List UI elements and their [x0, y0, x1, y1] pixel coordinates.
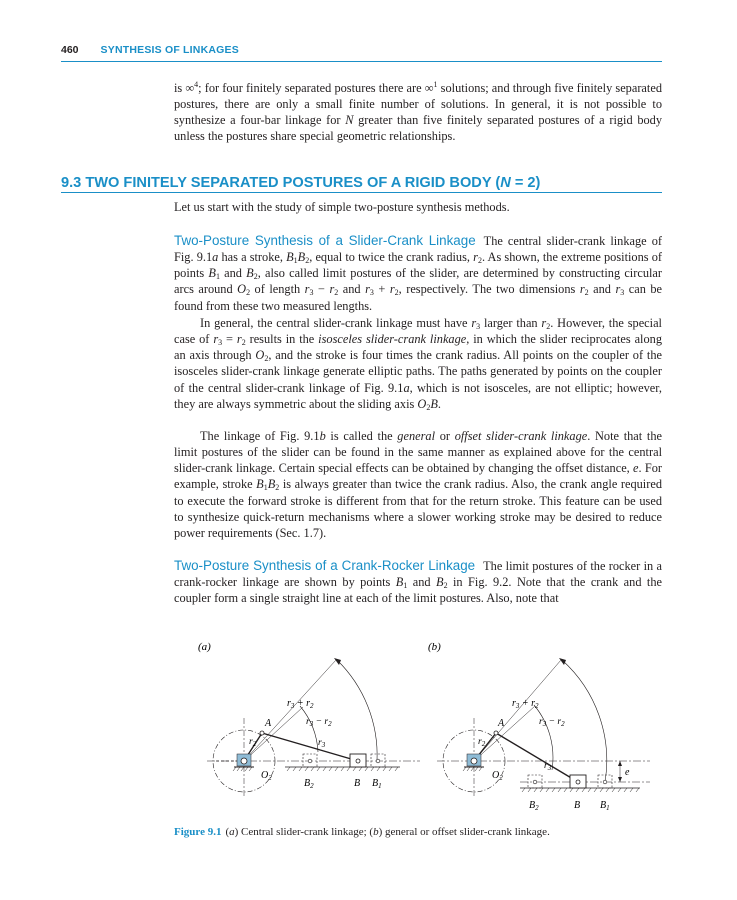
panel-a-label: (a)	[198, 641, 211, 653]
slider-crank-heading: Two-Posture Synthesis of a Slider-Crank Linkage	[174, 233, 476, 248]
panel-b-label: (b)	[428, 641, 441, 653]
label-B2-a: $B_2$	[304, 778, 314, 790]
label-e-b: e	[625, 767, 630, 778]
label-r2-a: $r_2$	[249, 737, 257, 748]
arc-r3-plus-r2-a	[337, 660, 377, 761]
label-A-b: A	[498, 718, 505, 729]
label-r3-minus-r2-a: $r_3 - r_2$	[306, 717, 332, 728]
label-r3-plus-r2-a: $r_3 + r_2$	[287, 698, 314, 710]
running-head	[61, 44, 239, 56]
figure-panel-a	[198, 641, 420, 798]
intro-paragraph: is ∞$^4$; for four finitely separated postures there are ∞$^1$ solutions; and through five finitely separated postures, there are only a small finite number of solutions. In general, it is not possible to synthesize a four-bar linkage for N greater than five finitely separated postures of a rigid body unless the postures share special geometric relationships.	[174, 80, 663, 144]
label-r3-plus-r2-b: $r_3 + r_2$	[512, 698, 539, 710]
crank-rocker-heading: Two-Posture Synthesis of a Crank-Rocker Linkage	[174, 558, 476, 573]
label-A-a: A	[265, 718, 272, 729]
label-B1-b: $B_1$	[600, 800, 610, 812]
label-B-b: B	[574, 800, 581, 811]
coupler-link-a	[262, 733, 358, 761]
figure-caption: Figure 9.1 (a) Central slider-crank linkage; (b) general or offset slider-crank linkage.	[174, 826, 550, 838]
slider-crank-paragraph-1: Two-Posture Synthesis of a Slider-Crank Linkage The central slider-crank linkage of Fig. 9.1a has a stroke, $B_1B_2$, equal to twice the crank radius, $r_2$. As shown, the extreme positions of points $B_1$ and $B_2$, also called limit postures of the slider, are determined by constructing circular arcs around $O_2$ of length $r_3 - r_2$ and $r_3 + r_2$, respectively. The two dimensions $r_2$ and $r_3$ can be found from these two measured lengths.	[174, 233, 663, 313]
crank-rocker-paragraph: Two-Posture Synthesis of a Crank-Rocker Linkage The limit postures of the rocker in a crank-rocker linkage are shown by points $B_1$ and $B_2$ in Fig. 9.2. Note that the crank and the coupler form a single straight line at each of the limit postures. Also, note that	[174, 558, 663, 606]
header-rule	[61, 61, 662, 62]
section-intro: Let us start with the study of simple two-posture synthesis methods.	[174, 200, 510, 214]
figure-9-1	[0, 630, 737, 825]
label-O2-a: $O_2$	[261, 770, 272, 782]
label-r3-minus-r2-b: $r_3 - r_2$	[539, 717, 565, 728]
label-O2-b: $O_2$	[492, 770, 503, 782]
page-number: 460	[61, 44, 79, 56]
ground-pivot-a	[233, 754, 254, 771]
ground-pivot-b	[463, 754, 484, 771]
slider-crank-paragraph-3: The linkage of Fig. 9.1b is called the general or offset slider-crank linkage. Note that the limit postures of the slider can be found in the same manner as explained above for the central slider-crank linkage. Certain special effects can be obtained by changing the offset distance, e. For example, stroke $B_1B_2$ is always greater than twice the crank radius. Also, the crank angle required to execute the forward stroke is different from that for the return stroke. This feature can be used to synthesize quick-return mechanisms where a slower working stroke may be desired to reduce power requirements (Sec. 1.7).	[174, 429, 663, 540]
arc-r3-plus-r2-b	[562, 660, 607, 782]
label-r3-a: $r_3$	[318, 738, 326, 749]
label-B1-a: $B_1$	[372, 778, 382, 790]
figure-panel-b	[428, 641, 650, 812]
slider-crank-paragraph-2: In general, the central slider-crank linkage must have $r_3$ larger than $r_2$. However, the special case of $r_3 = r_2$ results in the isosceles slider-crank linkage, in which the slider reciprocates along an axis through $O_2$, and the stroke is four times the crank radius. All points on the coupler of the isosceles slider-crank linkage generate elliptic paths. The paths generated by points on the coupler of the central slider-crank linkage of Fig. 9.1a, which is not isosceles, are not elliptic; however, they are always symmetric about the sliding axis $O_2B$.	[174, 316, 662, 412]
section-heading: 9.3 TWO FINITELY SEPARATED POSTURES OF A RIGID BODY (N = 2)	[61, 175, 662, 193]
chapter-title: SYNTHESIS OF LINKAGES	[100, 44, 239, 56]
label-r3-b: $r_3$	[544, 761, 552, 772]
coupler-link-b	[496, 733, 578, 782]
label-B2-b: $B_2$	[529, 800, 539, 812]
label-r2-b: $r_2$	[478, 737, 486, 748]
label-B-a: B	[354, 778, 361, 789]
figure-caption-label: Figure 9.1	[174, 826, 222, 838]
